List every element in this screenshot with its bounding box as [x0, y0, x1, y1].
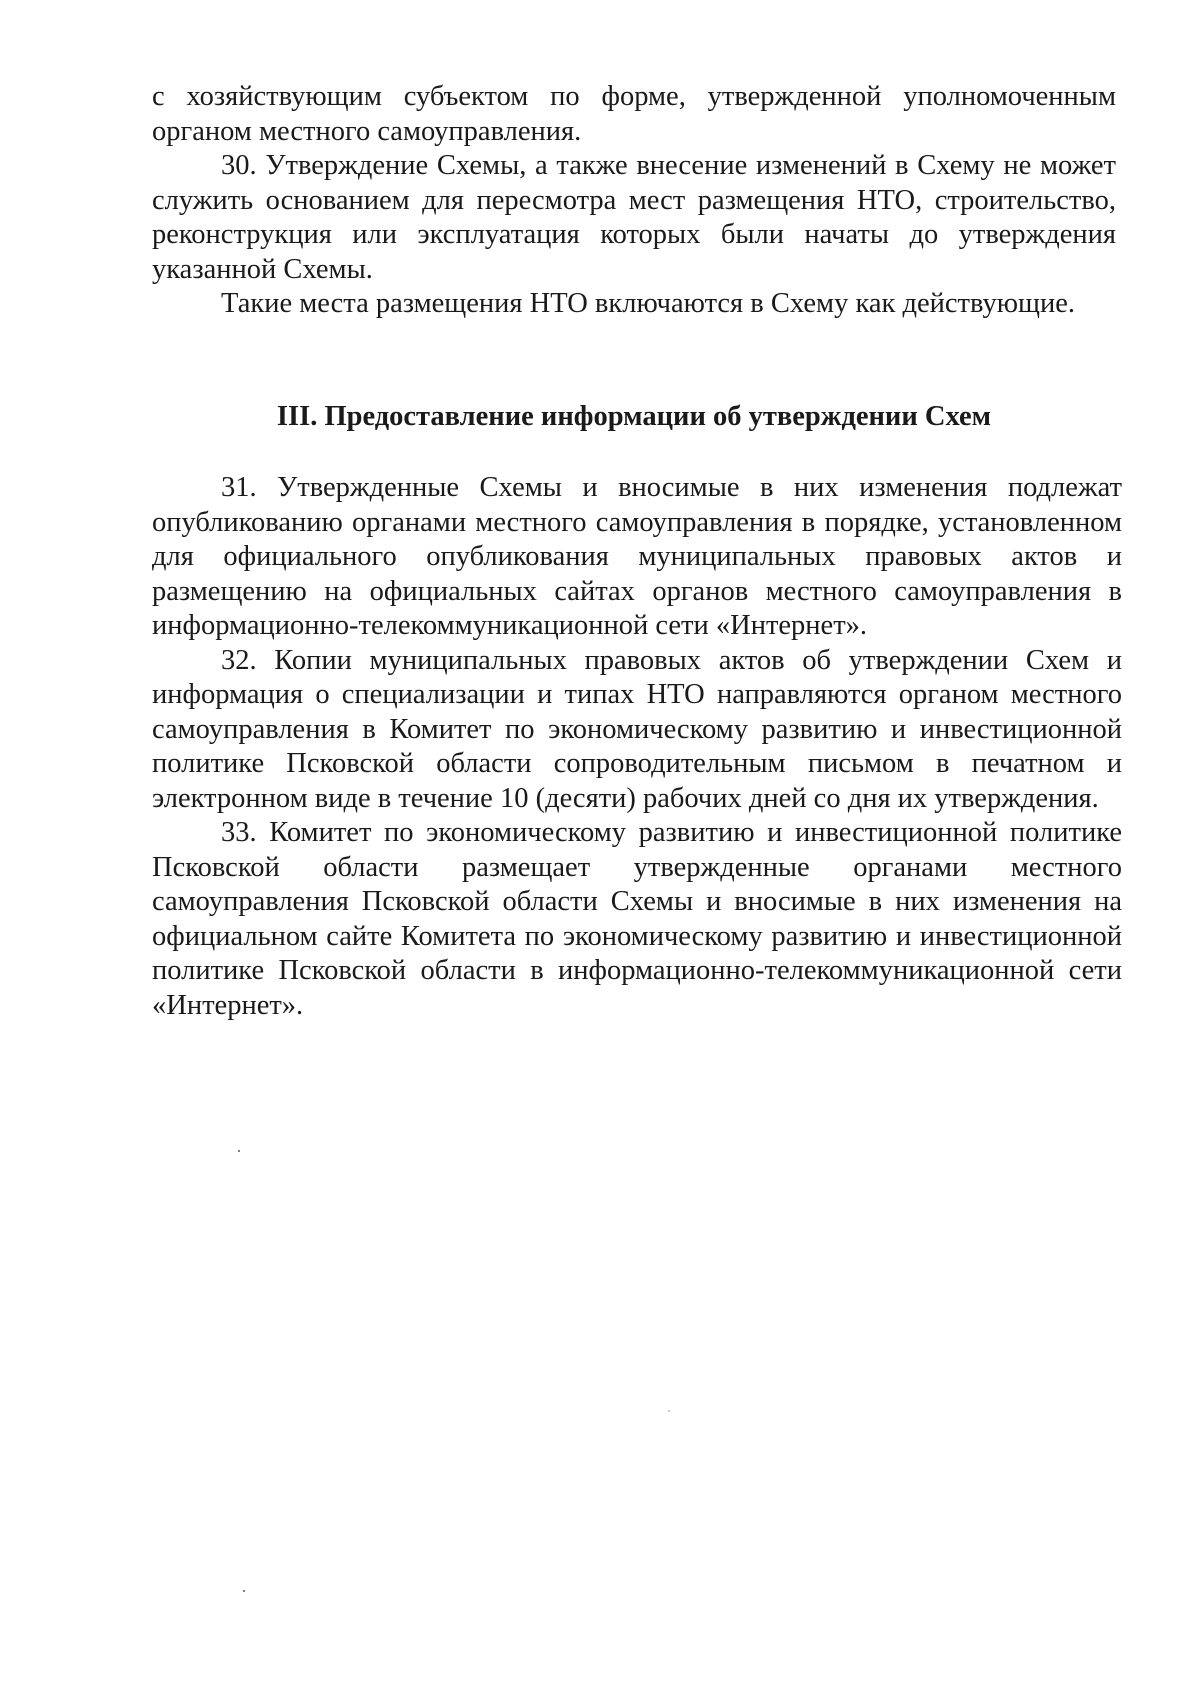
paragraph-30: 30. Утверждение Схемы, а также внесение изменений в Схему не может служить основанием для пересмотра мест размещения НТО, строительство, реконструкция или эксплуатация которых были начаты до утверждения указанной Схемы. — [152, 150, 1116, 285]
paragraph-33: 33. Комитет по экономическому развитию и инвестиционной политике Псковской области размещает утвержденные органами местного самоуправления Псковской области Схемы и вносимые в них изменения на официальном сайте Комитета по экономическому развитию и инвестиционной политике Псковской области в информационно-телекоммуникационной сети «Интернет». — [152, 817, 1122, 1021]
top-text-block — [152, 80, 1116, 322]
paragraph-31: 31. Утвержденные Схемы и вносимые в них изменения подлежат опубликованию органами местного самоуправления в порядке, установленном для официального опубликования муниципальных правовых актов и размещению на официальных сайтах органов местного самоуправления в информационно-телекоммуникационной сети «Интернет». — [152, 472, 1122, 641]
scan-speck — [668, 1410, 670, 1412]
scan-speck — [243, 1590, 245, 1592]
bottom-text-block — [152, 471, 1122, 1023]
paragraph-30-second: Такие места размещения НТО включаются в Схему как действующие. — [221, 288, 1075, 319]
scan-speck — [238, 1150, 240, 1152]
paragraph-32: 32. Копии муниципальных правовых актов об утверждении Схем и информация о специализации и типах НТО направляются органом местного самоуправления в Комитет по экономическому развитию и инвестиционной политике Псковской области сопроводительным письмом в печатном и электронном виде в течение 10 (десяти) рабочих дней со дня их утверждения. — [152, 644, 1122, 814]
section-heading: III. Предоставление информации об утверждении Схем — [276, 401, 992, 432]
paragraph-29-continuation: с хозяйствующим субъектом по форме, утвержденной уполномоченным органом местного самоуправления. — [152, 81, 1116, 147]
